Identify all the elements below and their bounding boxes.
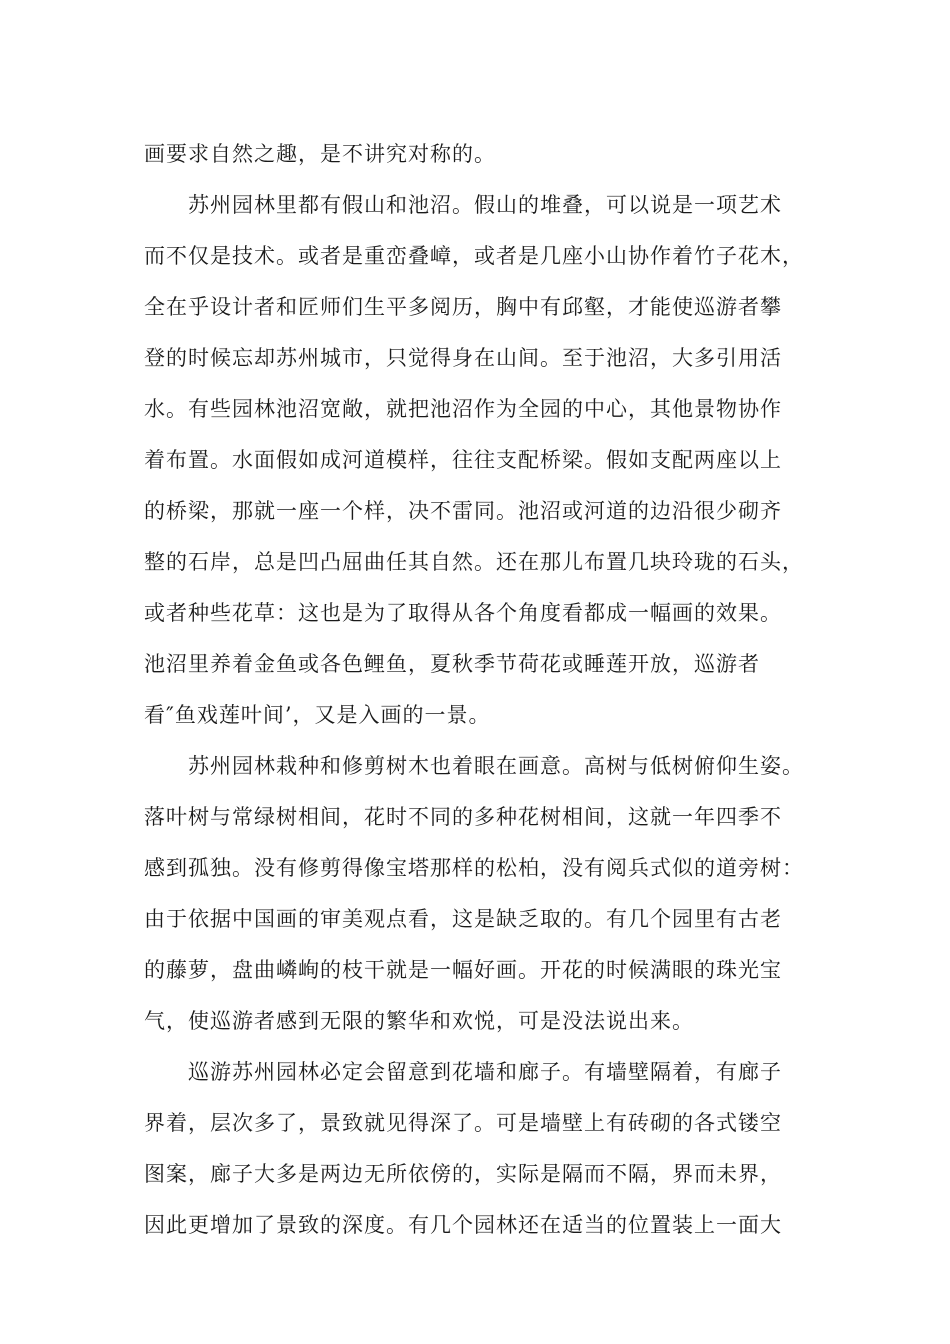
text-line: 图案，廊子大多是两边无所依傍的，实际是隔而不隔，界而未界， [144,1162,782,1186]
text-line: 的藤萝，盘曲嶙峋的枝干就是一幅好画。开花的时候满眼的珠光宝 [144,958,782,982]
text-line: 气，使巡游者感到无限的繁华和欢悦，可是没法说出来。 [144,1009,694,1033]
text-line: 池沼里养着金鱼或各色鲤鱼，夏秋季节荷花或睡莲开放，巡游者 [144,652,760,676]
text-line: 而不仅是技术。或者是重峦叠嶂，或者是几座小山协作着竹子花木， [144,244,804,268]
text-line: 着布置。水面假如成河道模样，往往支配桥梁。假如支配两座以上 [144,448,782,472]
text-line: 感到孤独。没有修剪得像宝塔那样的松柏，没有阅兵式似的道旁树： [144,856,804,880]
text-line: 落叶树与常绿树相间，花时不同的多种花树相间，这就一年四季不 [144,805,782,829]
text-line: 整的石岸，总是凹凸屈曲任其自然。还在那儿布置几块玲珑的石头， [144,550,804,574]
text-line: 登的时候忘却苏州城市，只觉得身在山间。至于池沼，大多引用活 [144,346,782,370]
text-line: 界着，层次多了，景致就见得深了。可是墙壁上有砖砌的各式镂空 [144,1111,782,1135]
text-line: 或者种些花草：这也是为了取得从各个角度看都成一幅画的效果。 [144,601,782,625]
text-line: 苏州园林里都有假山和池沼。假山的堆叠，可以说是一项艺术 [144,193,782,217]
text-line: 的桥梁，那就一座一个样，决不雷同。池沼或河道的边沿很少砌齐 [144,499,782,523]
text-line: 水。有些园林池沼宽敞，就把池沼作为全园的中心，其他景物协作 [144,397,782,421]
text-line: 巡游苏州园林必定会留意到花墙和廊子。有墙壁隔着，有廊子 [144,1060,782,1084]
body-text [144,129,824,1251]
text-line: 画要求自然之趣，是不讲究对称的。 [144,142,496,166]
text-line: 由于依据中国画的审美观点看，这是缺乏取的。有几个园里有古老 [144,907,782,931]
text-line: 全在乎设计者和匠师们生平多阅历，胸中有邱壑，才能使巡游者攀 [144,295,782,319]
text-line: 看″鱼戏莲叶间’，又是入画的一景。 [144,703,491,727]
text-line: 因此更增加了景致的深度。有几个园林还在适当的位置装上一面大 [144,1213,782,1237]
text-line: 苏州园林栽种和修剪树木也着眼在画意。高树与低树俯仰生姿。 [144,754,804,778]
